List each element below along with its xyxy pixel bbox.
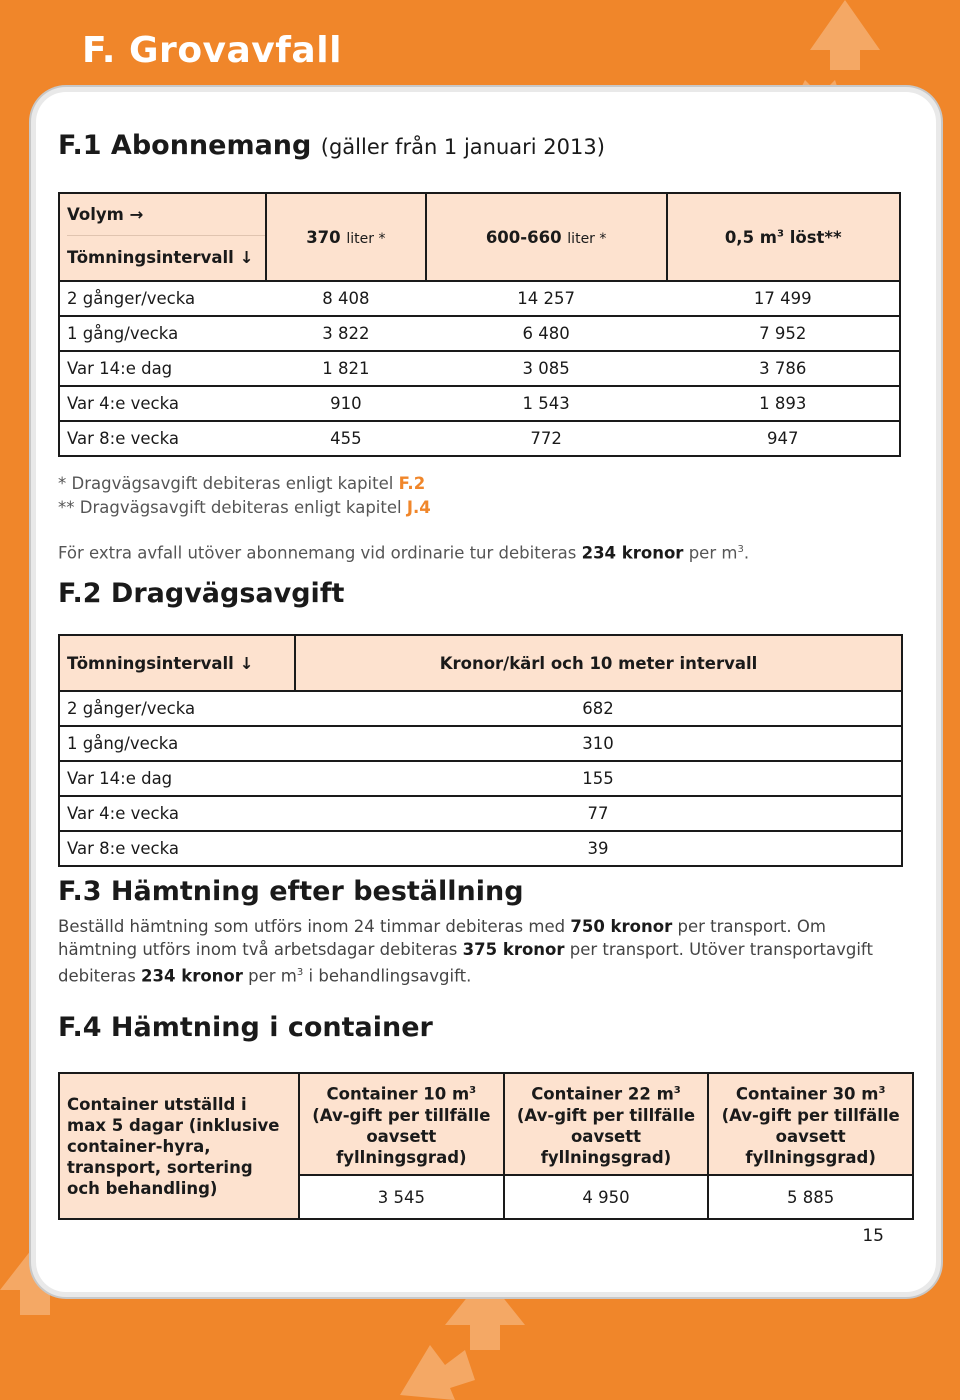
- table-row: Var 8:e vecka 455 772 947: [59, 421, 900, 456]
- footnote-2: ** Dragvägsavgift debiteras enligt kapitel J.4: [58, 498, 431, 517]
- table-row: Var 14:e dag 1 821 3 085 3 786: [59, 351, 900, 386]
- content-card: [36, 92, 936, 1292]
- interval-label: Tömningsintervall ↓: [67, 248, 254, 267]
- section-f2-title: F.2 Dragvägsavgift: [58, 578, 345, 609]
- column-header-600: 600-660 liter *: [426, 193, 667, 281]
- table-row: Var 4:e vecka 77: [59, 796, 902, 831]
- container-22-header: Container 22 $m^3$ (Av-gift per tillfälle oavsett fyllningsgrad): [504, 1073, 709, 1175]
- extra-waste-note: För extra avfall utöver abonnemang vid ordinarie tur debiteras 234 kronor per $m^3$.: [58, 543, 750, 563]
- table-row: 2 gånger/vecka 8 408 14 257 17 499: [59, 281, 900, 316]
- ref-link-f2[interactable]: F.2: [398, 474, 426, 493]
- table-corner-header: [59, 193, 266, 281]
- column-header-05m3: 0,5 $m^3$ löst**: [667, 193, 901, 281]
- container-10-header: Container 10 $m^3$ (Av-gift per tillfälle oavsett fyllningsgrad): [299, 1073, 504, 1175]
- interval-column-header: Tömningsintervall ↓: [59, 635, 295, 691]
- page-header-title: F. Grovavfall: [82, 30, 342, 71]
- container-description: Container utställd i max 5 dagar (inklusive container-hyra, transport, sortering och behandling): [59, 1073, 299, 1219]
- column-header-370: 370 liter *: [266, 193, 426, 281]
- subscription-table: [58, 192, 901, 457]
- ref-link-j4[interactable]: J.4: [406, 498, 431, 517]
- volume-label: Volym →: [67, 195, 265, 236]
- container-30-header: Container 30 $m^3$ (Av-gift per tillfälle oavsett fyllningsgrad): [708, 1073, 913, 1175]
- footnote-1: * Dragvägsavgift debiteras enligt kapitel F.2: [58, 474, 426, 493]
- table-row: 3 545 4 950 5 885: [59, 1175, 913, 1219]
- table-row: Var 4:e vecka 910 1 543 1 893: [59, 386, 900, 421]
- table-row: 2 gånger/vecka 682: [59, 691, 902, 726]
- table-row: 1 gång/vecka 3 822 6 480 7 952: [59, 316, 900, 351]
- section-f1-title: [58, 130, 605, 161]
- footnotes: [58, 472, 431, 520]
- section-f4-title: F.4 Hämtning i container: [58, 1012, 433, 1043]
- container-table: [58, 1072, 914, 1220]
- table-row: 1 gång/vecka 310: [59, 726, 902, 761]
- section-f3-title: F.3 Hämtning efter beställning: [58, 876, 524, 907]
- page-number: 15: [862, 1226, 884, 1246]
- order-pickup-paragraph: Beställd hämtning som utförs inom 24 timmar debiteras med 750 kronor per transport. Om hämtning utförs inom två arbetsdagar debiteras 375 kronor per transport. Utöver transportavgift debiteras 234 kronor per $m^3$ i behandlingsavgift.: [58, 917, 873, 986]
- table-row: Var 8:e vecka 39: [59, 831, 902, 866]
- section-f1-heading: F.1 Abonnemang: [58, 130, 312, 161]
- haul-fee-table: [58, 634, 903, 867]
- price-column-header: Kronor/kärl och 10 meter intervall: [295, 635, 902, 691]
- section-f1-note: (gäller från 1 januari 2013): [320, 135, 605, 159]
- table-row: Var 14:e dag 155: [59, 761, 902, 796]
